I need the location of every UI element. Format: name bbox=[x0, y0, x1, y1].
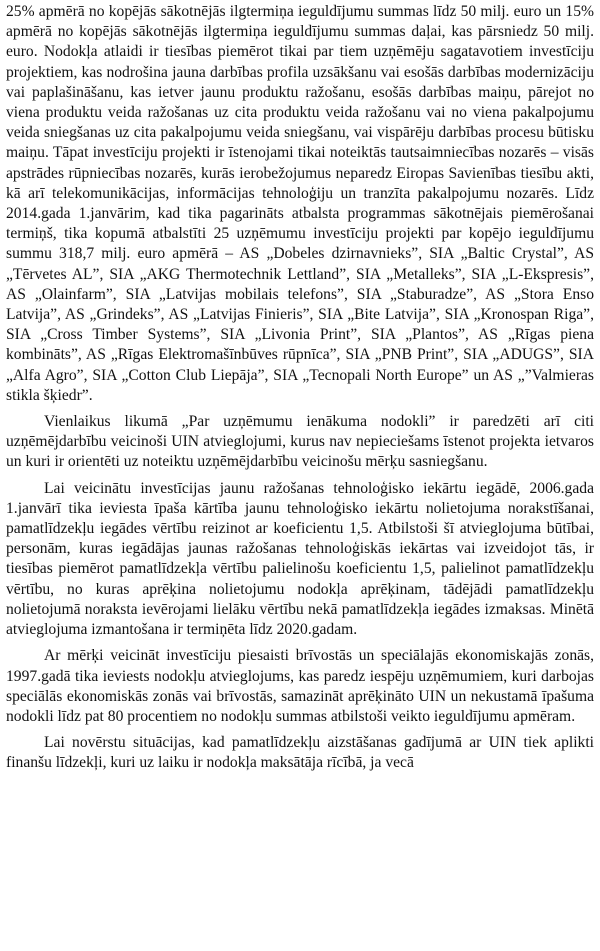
paragraph-tax-relief-projects: 25% apmērā no kopējās sākotnējās ilgtermiņa ieguldījumu summas līdz 50 milj. euro un 15% apmērā no kopējās sākotnējās ilgtermiņa ieguldījumu summas daļai, kas pārsniedz 50 milj. euro. Nodokļa atlaidi ir tiesības piemērot tikai par tiem uzņēmēju sagatavotiem investīciju projektiem, kas nodrošina jauna darbības profila uzsākšanu vai esošās darbības modernizāciju vai paplašināšanu, kas ietver jaunu produktu ražošanu, esošās darbības maiņu, pārejot no viena produktu veida ražošanas uz cita produktu veida ražošanu vai no viena pakalpojumu veida sniegšanas uz cita pakalpojumu veida sniegšanu, vai vispārēju darbības procesu būtisku maiņu. Tāpat investīciju projekti ir īstenojami tikai noteiktās tautsaimniecības nozarēs – visās apstrādes rūpniecības nozarēs, kurās ierobežojumus neparedz Eiropas Savienības tiesību akti, kā arī telekomunikācijas, informācijas tehnoloģiju un tranzīta pakalpojumu nozarēs. Līdz 2014.gada 1.janvārim, kad tika pagarināts atbalsta programmas sākotnējais piemērošanai termiņš, tika kopumā atbalstīti 25 uzņēmumu investīciju projekti par kopējo ieguldījumu summu 318,7 milj. euro apmērā – AS „Dobeles dzirnavnieks”, SIA „Baltic Crystal”, AS „Tērvetes AL”, SIA „AKG Thermotechnik Lettland”, SIA „Metalleks”, SIA „L-Ekspresis”, AS „Olainfarm”, SIA „Latvijas mobilais telefons”, SIA „Staburadze”, AS „Stora Enso Latvija”, AS „Grindeks”, AS „Latvijas Finieris”, SIA „Bite Latvija”, SIA „Kronospan Riga”, SIA „Cross Timber Systems”, SIA „Livonia Print”, SIA „Plantos”, AS „Rīgas piena kombināts”, AS „Rīgas Elektromašīnbūves rūpnīca”, SIA „PNB Print”, SIA „ADUGS”, SIA „Alfa Agro”, SIA „Cotton Club Liepāja”, SIA „Tecnopali North Europe” un AS „”Valmieras stikla šķiedr”. bbox=[6, 3, 594, 404]
paragraph-free-ports-sez: Ar mērķi veicināt investīciju piesaisti brīvostās un speciālajās ekonomiskajās zonās, 1997.gadā tika ieviests nodokļu atvieglojums, kas paredz iespēju uzņēmumiem, kuri darbojas speciālās ekonomiskās zonās vai brīvostās, samazināt aprēķināto UIN un nekustamā īpašuma nodokli līdz pat 80 procentiem no nodokļu summas atbilstoši veikto ieguldījumu apmēram. bbox=[6, 647, 594, 725]
paragraph-asset-replacement: Lai novērstu situācijas, kad pamatlīdzekļu aizstāšanas gadījumā ar UIN tiek aplikti finanšu līdzekļi, kuri uz laiku ir nodokļa maksātāja rīcībā, ja vecā bbox=[6, 734, 594, 772]
document-page bbox=[6, 2, 594, 774]
paragraph-depreciation-coefficient: Lai veicinātu investīcijas jaunu ražošanas tehnoloģisko iekārtu iegādē, 2006.gada 1.janvārī tika ieviesta īpaša kārtība jaunu tehnoloģisko iekārtu nolietojuma norakstīšanai, pamatlīdzekļu iegādes vērtību reizinot ar koeficientu 1,5. Atbilstoši šī atvieglojuma būtībai, personām, kuras iegādājas jaunas ražošanas tehnoloģiskās iekārtas vai izveidojot tās, ir tiesības piemērot pamatlīdzekļa vērtību palielinošu koeficientu 1,5, palielinot pamatlīdzekļu vērtību, no kuras aprēķina nolietojumu nodokļa aprēķinam, tādējādi pamatlīdzekļu nolietojumā noraksta ievērojami lielāku vērtību nekā pamatlīdzekļa iegādes izmaksas. Minētā atvieglojuma izmantošana ir termiņēta līdz 2020.gadam. bbox=[6, 479, 594, 639]
paragraph-other-reliefs: Vienlaikus likumā „Par uzņēmumu ienākuma nodokli” ir paredzēti arī citi uzņēmējdarbību veicinoši UIN atvieglojumi, kurus nav nepieciešams īstenot projekta ietvaros un kuri ir orientēti uz noteiktu uzņēmējdarbību veicinošu mērķu sasniegšanu. bbox=[6, 413, 594, 471]
